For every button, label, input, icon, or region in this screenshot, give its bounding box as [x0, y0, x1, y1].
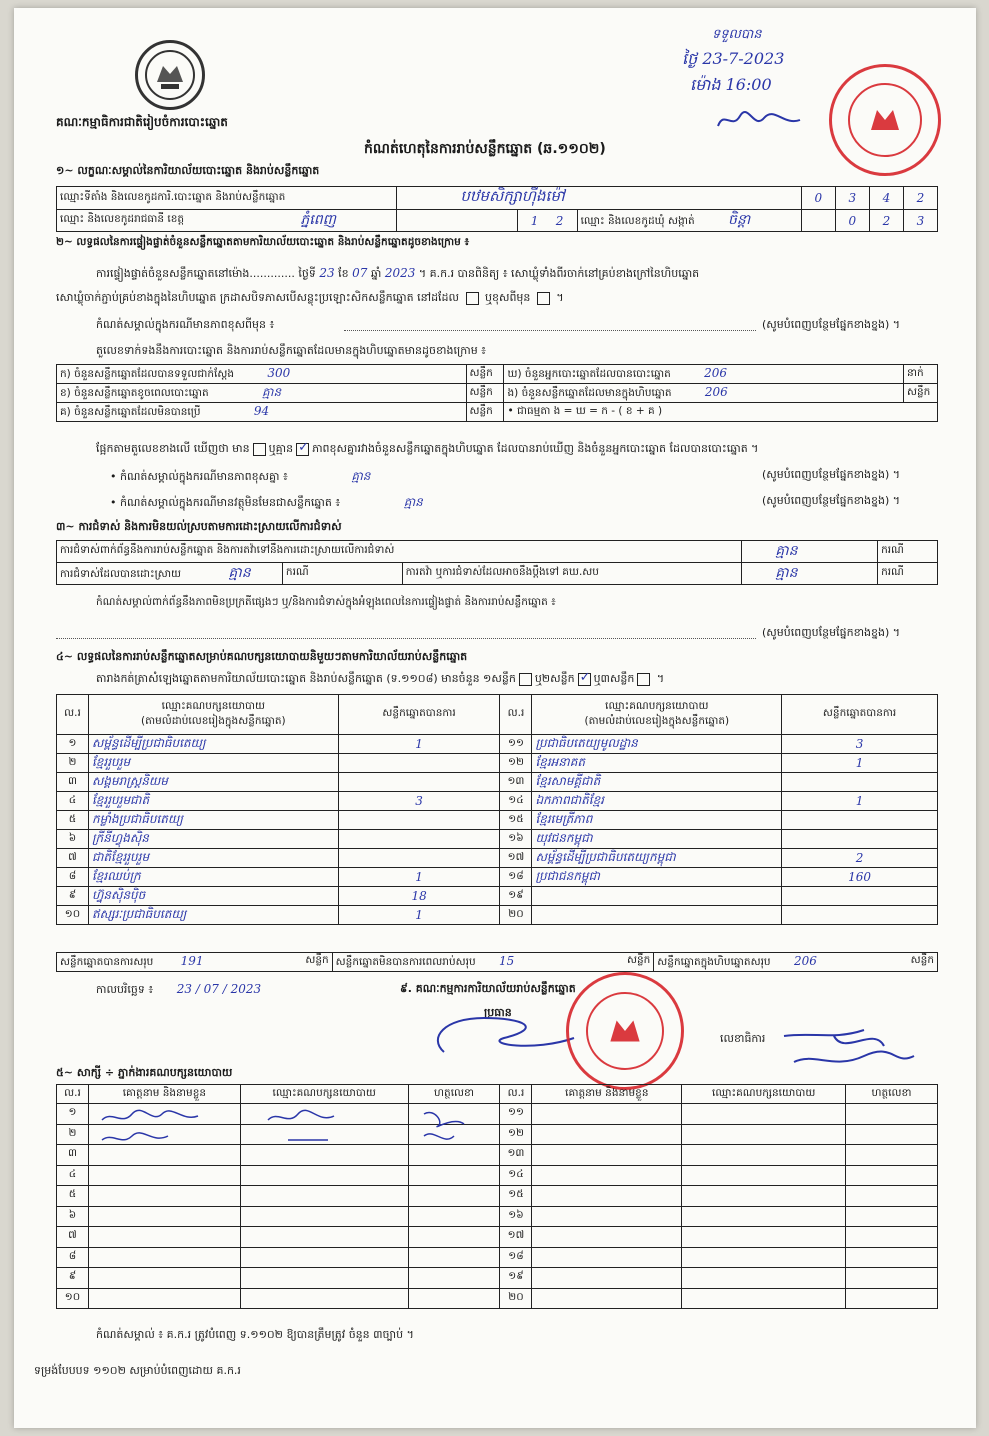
vote-cell-left-votes: 1 — [338, 868, 500, 887]
vote-cell-left-votes: 1 — [338, 906, 500, 925]
s5-col-party-right: ឈ្មោះគណបក្សនយោបាយ — [682, 1085, 846, 1104]
s5-col-name-right: គោត្តនាម និងនាមខ្លួន — [532, 1085, 682, 1104]
table-row — [57, 1227, 938, 1248]
s2-diff-checkbox[interactable] — [537, 292, 550, 305]
s1-code2-d2: 2 — [555, 213, 564, 228]
s2-p5: ផ្អែកតាមតួលេខខាងលើ ឃើញថា មាន ឬគ្មាន✓ ភាពខុសគ្នារវាងចំនួនសន្លឹកឆ្នោតក្នុងហិបឆ្នោត ដែលបានរាប់ឃើញ និងចំនួនអ្នកបោះឆ្នោត ដែលបានបោះឆ្នោត ។ — [96, 442, 758, 458]
s3-row1-label: ការជំទាស់ពាក់ព័ន្ធនឹងការរាប់សន្លឹកឆ្នោត និងការតវ៉ាទៅនឹងការដោះស្រាយលើការជំទាស់ — [57, 541, 742, 563]
vote-cell-right-party: យុវជនកម្ពុជា — [532, 830, 782, 849]
witness-party-right — [682, 1288, 846, 1309]
vote-cell-left-party: សម្ព័ន្ធដើម្បីប្រជាធិបតេយ្យ — [88, 735, 338, 754]
table-row — [57, 773, 938, 792]
witness-no-right: ១៦ — [500, 1206, 532, 1227]
s1-code1-d3: 4 — [869, 187, 903, 210]
vote-cell-right-no: ១៧ — [500, 849, 532, 868]
s3-row1-unit: ករណី — [878, 541, 938, 563]
s5-footer-note: កំណត់សម្គាល់ ៖ គ.ក.រ ត្រូវបំពេញ ទ.១១០២ ឱ្យបានត្រឹមត្រូវ ចំនួន ៣ច្បាប់ ។ — [96, 1328, 414, 1341]
s2-note2-tail: (សូមបំពេញបន្ថែមផ្នែកខាងខ្នង) ។ — [762, 494, 901, 507]
table-row — [57, 1206, 938, 1227]
witness-sign-right — [846, 1288, 938, 1309]
s1-commune-label: ឈ្មោះ និងលេខកូដឃុំ សង្កាត់ — [580, 215, 695, 227]
witness-party-left — [240, 1206, 408, 1227]
witness-no-left: ១ — [57, 1104, 89, 1125]
vote-cell-left-no: ៦ — [57, 830, 89, 849]
s2-note2: • កំណត់សម្គាល់ក្នុងករណីមានវត្ថុមិនមែនជាសន្លឹកឆ្នោត ៖ គ្មាន — [110, 495, 423, 509]
vote-cell-left-no: ២ — [57, 754, 89, 773]
vote-cell-left-party: ក្រីនីហ្វុងស៊ិន — [88, 830, 338, 849]
witness-no-left: ៥ — [57, 1186, 89, 1207]
table-row — [57, 1186, 938, 1207]
vote-cell-right-no: ២០ — [500, 906, 532, 925]
s2-formula: • ជាធម្មតា ង = ឃ = ក - ( ខ + គ ) — [504, 403, 938, 422]
witness-no-right: ១២ — [500, 1124, 532, 1145]
s3-note: កំណត់សម្គាល់ពាក់ព័ន្ធនឹងភាពមិនប្រក្រតីផ្សេងៗ ឬ/និងការជំទាស់ក្នុងអំឡុងពេលនៃការផ្ទៀងផ្ទាត់ និងការរាប់សន្លឹកឆ្នោត ៖ — [96, 596, 556, 608]
s2-row-e-unit: សន្លឹក — [904, 384, 938, 403]
vote-cell-left-party: ខ្មែររួបរួម — [88, 754, 338, 773]
witness-sign-right — [846, 1145, 938, 1166]
vote-cell-right-votes — [782, 830, 938, 849]
chair-signature-icon — [424, 1008, 584, 1068]
s5-col-no-left: ល.រ — [57, 1085, 89, 1104]
s4-total-valid: 191 — [180, 953, 204, 968]
vote-cell-left-votes: 3 — [338, 792, 500, 811]
s1-row2-label: ឈ្មោះ និងលេខកូដរាជធានី ខេត្ត — [57, 210, 397, 232]
witness-name-left — [88, 1247, 240, 1268]
vote-cell-left-party: កម្លាំងប្រជាធិបតេយ្យ — [88, 811, 338, 830]
s1-code1-d4: 2 — [903, 187, 937, 210]
table-row — [57, 849, 938, 868]
s3-row2-label2: ការតវ៉ា ឬការជំទាស់ដែលអាចនឹងប្តឹងទៅ គឃ.សប — [402, 563, 742, 585]
witness-sign-left — [408, 1165, 500, 1186]
s3-row1-value: គ្មាន — [775, 543, 798, 559]
witness-name-left — [88, 1227, 240, 1248]
vote-cell-left-party: ឥស្សរៈប្រជាធិបតេយ្យ — [88, 906, 338, 925]
vote-cell-left-party: ខ្មែររួបរួមជាតិ — [88, 792, 338, 811]
s4-col-no-left: ល.រ — [57, 695, 89, 735]
witness-sign-left — [408, 1186, 500, 1207]
witness-no-right: ១៣ — [500, 1145, 532, 1166]
s5-col-sign-right: ហត្ថលេខា — [846, 1085, 938, 1104]
s4-1sheet-checkbox[interactable] — [519, 673, 532, 686]
vote-cell-left-no: ១០ — [57, 906, 89, 925]
witness-party-right — [682, 1124, 846, 1145]
vote-cell-left-no: ៣ — [57, 773, 89, 792]
secretary-signature-icon — [774, 1016, 924, 1076]
vote-cell-right-no: ១១ — [500, 735, 532, 754]
vote-cell-right-votes: 1 — [782, 754, 938, 773]
witness-party-right — [682, 1247, 846, 1268]
witness-name-right — [532, 1288, 682, 1309]
s2-row-c-unit: សន្លឹក — [466, 403, 504, 422]
vote-cell-right-no: ១៦ — [500, 830, 532, 849]
s4-committee-label: ៩. គណៈកម្មការការិយាល័យរាប់សន្លឹកឆ្នោត — [400, 982, 576, 995]
witness-party-left — [240, 1247, 408, 1268]
s2-p3: កំណត់សម្គាល់ក្នុងករណីមានភាពខុសពីមុន ៖ — [96, 318, 275, 331]
table-row — [57, 754, 938, 773]
vote-cell-right-no: ១៤ — [500, 792, 532, 811]
s2-note1-tail: (សូមបំពេញបន្ថែមផ្នែកខាងខ្នង) ។ — [762, 468, 901, 481]
receipt-signature-icon — [714, 106, 804, 136]
s4-p1: តារាងកត់ត្រាសំឡេងឆ្នោតតាមការិយាល័យបោះឆ្នោត និងរាប់សន្លឹកឆ្នោត (ទ.១១០៨) មានចំនួន ១សន្លឹក ឬ២សន្លឹក✓ ឬ៣សន្លឹក ។ — [96, 672, 664, 688]
vote-cell-right-party: ប្រជាធិបតេយ្យមូលដ្ឋាន — [532, 735, 782, 754]
receipt-note-3: ម៉ោង 16:00 — [690, 75, 772, 94]
s4-total-box: 206 — [793, 953, 817, 968]
table-row — [57, 830, 938, 849]
s4-chair-label: ប្រធាន — [484, 1006, 512, 1019]
vote-cell-right-party: ប្រជាជនកម្ពុជា — [532, 868, 782, 887]
witness-name-left — [88, 1165, 240, 1186]
witness-sign-right — [846, 1124, 938, 1145]
s2-row-c-label: គ) ចំនួនសន្លឹកឆ្នោតដែលមិនបានប្រើ — [60, 405, 201, 418]
table-row — [57, 868, 938, 887]
vote-cell-right-no: ១៩ — [500, 887, 532, 906]
vote-cell-right-party: ឯកភាពជាតិខ្មែរ — [532, 792, 782, 811]
vote-cell-right-party: សម្ព័ន្ធដើម្បីប្រជាធិបតេយ្យកម្ពុជា — [532, 849, 782, 868]
s4-totals-table: សន្លឹកឆ្នោតបានការសរុប 191 សន្លឹក សន្លឹកឆ្នោតមិនបានការពេលរាប់សរុប 15 សន្លឹក សន្លឹកឆ្នោតក្នុងហិបឆ្នោតសរុប 206 សន្លឹក — [56, 952, 938, 972]
s2-counts-table — [56, 364, 938, 422]
s3-row2-label: ការជំទាស់ដែលបានដោះស្រាយ — [60, 568, 182, 580]
vote-cell-left-no: ៨ — [57, 868, 89, 887]
witness-name-left — [88, 1186, 240, 1207]
witness-no-left: ៣ — [57, 1145, 89, 1166]
witness-no-left: ៦ — [57, 1206, 89, 1227]
vote-cell-right-party: ខ្មែរសាមគ្គីជាតិ — [532, 773, 782, 792]
vote-cell-right-no: ១៥ — [500, 811, 532, 830]
witness-name-right — [532, 1145, 682, 1166]
table-row — [57, 887, 938, 906]
vote-cell-right-votes — [782, 906, 938, 925]
witness-party-right — [682, 1186, 846, 1207]
s5-col-no-right: ល.រ — [500, 1085, 532, 1104]
vote-cell-right-votes: 2 — [782, 849, 938, 868]
s3-row2-value2: គ្មាន — [775, 565, 798, 581]
s2-row-b-value: គ្មាន — [262, 385, 282, 399]
s2-row-a-label: ក) ចំនួនសន្លឹកឆ្នោតដែលបានទទួលជាក់ស្តែង — [60, 367, 235, 380]
s1-row2-value: ភ្នំពេញ — [300, 212, 336, 228]
witness-sign-right — [846, 1206, 938, 1227]
s2-row-e-label: ង) ចំនួនសន្លឹកឆ្នោតដែលមានក្នុងហិបឆ្នោត — [507, 386, 672, 399]
vote-cell-left-no: ៥ — [57, 811, 89, 830]
witness-party-right — [682, 1145, 846, 1166]
s3-row2-unit: ករណី — [282, 563, 402, 585]
vote-cell-right-votes: 160 — [782, 868, 938, 887]
witness-no-left: ៤ — [57, 1165, 89, 1186]
witness-no-right: ១៥ — [500, 1186, 532, 1207]
s1-code1-d2: 3 — [835, 187, 869, 210]
s4-date-value: 23 / 07 / 2023 — [176, 982, 262, 996]
table-row — [57, 906, 938, 925]
s3-row2-value: គ្មាន — [228, 565, 251, 581]
witness-name-left — [88, 1268, 240, 1289]
official-stamp-icon — [829, 64, 941, 176]
s4-secretary-label: លេខាធិការ — [720, 1032, 766, 1045]
s2-note1-value: គ្មាន — [351, 469, 371, 483]
s2-has-checkbox[interactable] — [253, 443, 266, 456]
witness-sign-left — [408, 1247, 500, 1268]
s2-day: 23 — [319, 266, 335, 280]
witness-no-right: ១៤ — [500, 1165, 532, 1186]
s4-total-invalid-label: សន្លឹកឆ្នោតមិនបានការពេលរាប់សរុប — [335, 955, 476, 968]
witness-name-right — [532, 1124, 682, 1145]
s2-row-d-value: 206 — [704, 365, 728, 380]
s3-table — [56, 540, 938, 585]
s2-note2-value: គ្មាន — [403, 495, 423, 509]
vote-cell-left-party: ជាតិខ្មែររួបរួម — [88, 849, 338, 868]
s1-code3-d2: 2 — [869, 210, 903, 232]
witness-no-right: ១៨ — [500, 1247, 532, 1268]
s2-row-d-label: ឃ) ចំនួនអ្នកបោះឆ្នោតដែលបានបោះឆ្នោត — [507, 367, 671, 380]
vote-cell-right-no: ១៣ — [500, 773, 532, 792]
witness-no-left: ២ — [57, 1124, 89, 1145]
vote-cell-left-votes: 18 — [338, 887, 500, 906]
table-row — [57, 1247, 938, 1268]
s2-row-e-value: 206 — [704, 384, 728, 399]
witness-party-left — [240, 1227, 408, 1248]
s2-row-a-unit: សន្លឹក — [466, 365, 504, 384]
witness-sign-right — [846, 1247, 938, 1268]
s2-p2: សោឃ្លុំចាក់ភ្ជាប់គ្រប់ខាងក្នុងនៃហិបឆ្នោត ក្រដាសបិទភាសបើសន្លុះប្រឡោះសិកសន្លឹកឆ្នោត នៅដដែល ឬខុសពីមុន ។ — [56, 291, 564, 304]
national-emblem-icon — [135, 40, 205, 110]
witness-no-right: ១៧ — [500, 1227, 532, 1248]
witness-sign-left — [408, 1206, 500, 1227]
vote-cell-left-votes — [338, 754, 500, 773]
s2-none-checkbox[interactable] — [296, 443, 309, 456]
witness-name-right — [532, 1186, 682, 1207]
witness-name-right — [532, 1165, 682, 1186]
s1-commune-value: ចិន្តា — [728, 212, 751, 228]
s2-row-d-unit: នាក់ — [904, 365, 938, 384]
committee-stamp-icon — [566, 972, 684, 1090]
table-row — [57, 792, 938, 811]
vote-cell-right-votes — [782, 811, 938, 830]
s4-col-party-right: ឈ្មោះគណបក្សនយោបាយ (តាមលំដាប់លេខរៀងក្នុងសន្លឹកឆ្នោត) — [532, 695, 782, 735]
witness-no-right: ១១ — [500, 1104, 532, 1125]
vote-cell-right-votes — [782, 887, 938, 906]
vote-cell-right-votes: 1 — [782, 792, 938, 811]
section1-table — [56, 186, 938, 232]
s1-row1-label: ឈ្មោះទីតាំង និងលេខកូដការិ.បោះឆ្នោត និងរាប់សន្លឹកឆ្នោត — [57, 187, 397, 210]
s4-date: កាលបរិច្ឆេទ ៖ 23 / 07 / 2023 — [96, 982, 262, 996]
table-row — [57, 1288, 938, 1309]
section2-heading: ២~ លទ្ធផលនៃការផ្ទៀងផ្ទាត់ចំនួនសន្លឹកឆ្នោតតាមការិយាល័យបោះឆ្នោត និងរាប់សន្លឹកឆ្នោតដូចខាងក្រោម ៖ — [56, 236, 470, 248]
vote-cell-left-party: ហ្វ៊ុនស៊ិនប៉ិច — [88, 887, 338, 906]
witness-no-left: ៧ — [57, 1227, 89, 1248]
witness-name-right — [532, 1247, 682, 1268]
s2-p3-tail: (សូមបំពេញបន្ថែមផ្នែកខាងខ្នង) ។ — [762, 318, 901, 331]
vote-cell-left-no: ៤ — [57, 792, 89, 811]
witness-sign-left — [408, 1288, 500, 1309]
vote-cell-left-votes — [338, 773, 500, 792]
witness-no-left: ៨ — [57, 1247, 89, 1268]
section5-heading: ៥~ សាក្សី ÷ ភ្នាក់ងារគណបក្សនយោបាយ — [56, 1066, 233, 1079]
witness-name-left — [88, 1288, 240, 1309]
vote-cell-right-votes: 3 — [782, 735, 938, 754]
s4-total-invalid: 15 — [498, 953, 515, 968]
s2-row-a-value: 300 — [267, 365, 291, 380]
s4-col-party-left: ឈ្មោះគណបក្សនយោបាយ (តាមលំដាប់លេខរៀងក្នុងសន្លឹកឆ្នោត) — [88, 695, 338, 735]
witness-party-right — [682, 1165, 846, 1186]
witness-sign-right — [846, 1165, 938, 1186]
witness-no-right: ១៩ — [500, 1268, 532, 1289]
witness-party-left — [240, 1268, 408, 1289]
s4-2sheet-checkbox[interactable] — [578, 673, 591, 686]
s1-row1-value: បឋមសិក្សាហ៊ីងម៉ៅ — [460, 187, 565, 205]
form-title: កំណត់ហេតុនៃការរាប់សន្លឹកឆ្នោត (ឆ.១១០២) — [364, 141, 606, 157]
vote-cell-left-no: ៧ — [57, 849, 89, 868]
witness-handwriting-icon — [98, 1106, 478, 1150]
s4-total-box-label: សន្លឹកឆ្នោតក្នុងហិបឆ្នោតសរុប — [657, 955, 771, 968]
witness-party-left — [240, 1165, 408, 1186]
s2-p1: ការផ្ទៀងផ្ទាត់ចំនួនសន្លឹកឆ្នោតនៅម៉ោង............. ថ្ងៃទី 23 ខែ 07 ឆ្នាំ 2023 ។ គ.ក.រ បានពិនិត្យ ៖ សោឃ្លុំទាំងពីរចាក់នៅគ្រប់ខាងក្រៅនៃហិបឆ្នោត — [96, 266, 700, 280]
witness-no-left: ១០ — [57, 1288, 89, 1309]
witness-party-right — [682, 1206, 846, 1227]
s5-col-name-left: គោត្តនាម និងនាមខ្លួន — [88, 1085, 240, 1104]
section3-heading: ៣~ ការជំទាស់ និងការមិនយល់ស្របតាមការដោះស្រាយលើការជំទាស់ — [56, 520, 342, 533]
s1-code3-d3: 3 — [903, 210, 937, 232]
s2-row-b-label: ខ) ចំនួនសន្លឹកឆ្នោតខូចពេលបោះឆ្នោត — [60, 387, 209, 399]
s2-same-checkbox[interactable] — [466, 292, 479, 305]
receipt-note-1: ទទួលបាន — [712, 27, 762, 42]
table-row — [57, 811, 938, 830]
witness-no-left: ៩ — [57, 1268, 89, 1289]
vote-cell-left-votes — [338, 830, 500, 849]
witness-sign-right — [846, 1227, 938, 1248]
section4-heading: ៤~ លទ្ធផលនៃការរាប់សន្លឹកឆ្នោតសម្រាប់គណបក្សនយោបាយនិមួយៗតាមការិយាល័យរាប់សន្លឹកឆ្នោត — [56, 650, 468, 663]
s4-col-no-right: ល.រ — [500, 695, 532, 735]
witness-name-right — [532, 1104, 682, 1125]
witness-name-right — [532, 1227, 682, 1248]
vote-cell-right-party — [532, 906, 782, 925]
table-row — [57, 1268, 938, 1289]
s2-note1: • កំណត់សម្គាល់ក្នុងករណីមានភាពខុសគ្នា ៖ គ្មាន — [110, 469, 371, 483]
witness-name-right — [532, 1268, 682, 1289]
vote-cell-left-votes — [338, 811, 500, 830]
witness-name-right — [532, 1206, 682, 1227]
vote-cell-left-party: ខ្មែរឈប់ក្រ — [88, 868, 338, 887]
witness-party-right — [682, 1104, 846, 1125]
witness-sign-right — [846, 1104, 938, 1125]
vote-cell-left-no: ១ — [57, 735, 89, 754]
vote-cell-left-no: ៩ — [57, 887, 89, 906]
vote-cell-right-no: ១២ — [500, 754, 532, 773]
section1-heading: ១~ លក្ខណៈសម្គាល់នៃការិយាល័យបោះឆ្នោត និងរាប់សន្លឹកឆ្នោត — [56, 164, 320, 177]
vote-cell-right-party: ខ្មែរអនាគត — [532, 754, 782, 773]
witness-party-left — [240, 1186, 408, 1207]
s1-code3-d1: 0 — [835, 210, 869, 232]
s4-col-votes-right: សន្លឹកឆ្នោតបានការ — [782, 695, 938, 735]
vote-cell-left-party: សង្គមរាស្ត្រនិយម — [88, 773, 338, 792]
receipt-note-2: ថ្ងៃ 23-7-2023 — [682, 49, 785, 68]
s3-note-line — [56, 638, 756, 639]
s5-form-note: ទម្រង់បែបបទ ១១០២ សម្រាប់បំពេញដោយ គ.ក.រ — [34, 1364, 241, 1377]
witness-party-right — [682, 1227, 846, 1248]
s2-row-b-unit: សន្លឹក — [466, 384, 504, 403]
s3-note-tail: (សូមបំពេញបន្ថែមផ្នែកខាងខ្នង) ។ — [762, 626, 901, 639]
s2-year: 2023 — [384, 266, 416, 280]
s4-3sheet-checkbox[interactable] — [637, 673, 650, 686]
witness-sign-right — [846, 1268, 938, 1289]
s4-col-votes-left: សន្លឹកឆ្នោតបានការ — [338, 695, 500, 735]
vote-cell-left-votes — [338, 849, 500, 868]
vote-cell-left-votes: 1 — [338, 735, 500, 754]
s5-col-sign-left: ហត្ថលេខា — [408, 1085, 500, 1104]
vote-cell-right-party — [532, 887, 782, 906]
witness-sign-left — [408, 1227, 500, 1248]
committee-name: គណៈកម្មាធិការជាតិរៀបចំការបោះឆ្នោត — [56, 115, 228, 129]
s5-col-party-left: ឈ្មោះគណបក្សនយោបាយ — [240, 1085, 408, 1104]
s1-code1-d1: 0 — [801, 187, 835, 210]
table-row — [57, 1165, 938, 1186]
s2-month: 07 — [352, 266, 368, 280]
s2-p3-line — [344, 330, 756, 331]
witness-sign-left — [408, 1268, 500, 1289]
form-page — [14, 8, 976, 1428]
s1-code2-d1: 1 — [530, 213, 539, 228]
witness-party-left — [240, 1288, 408, 1309]
witness-no-right: ២០ — [500, 1288, 532, 1309]
s2-row-c-value: 94 — [253, 403, 270, 418]
table-row — [57, 735, 938, 754]
s3-row2-unit2: ករណី — [878, 563, 938, 585]
s2-p4: តួលេខទាក់ទងនឹងការបោះឆ្នោត និងការរាប់សន្លឹកឆ្នោតដែលមានក្នុងហិបឆ្នោតមានដូចខាងក្រោម ៖ — [96, 344, 487, 357]
s4-total-valid-label: សន្លឹកឆ្នោតបានការសរុប — [60, 955, 154, 968]
witness-sign-right — [846, 1186, 938, 1207]
vote-cell-right-votes — [782, 773, 938, 792]
witness-name-left — [88, 1206, 240, 1227]
witness-party-right — [682, 1268, 846, 1289]
s4-votes-table — [56, 694, 938, 925]
vote-cell-right-no: ១៨ — [500, 868, 532, 887]
vote-cell-right-party: ខ្មែរមេត្រីភាព — [532, 811, 782, 830]
